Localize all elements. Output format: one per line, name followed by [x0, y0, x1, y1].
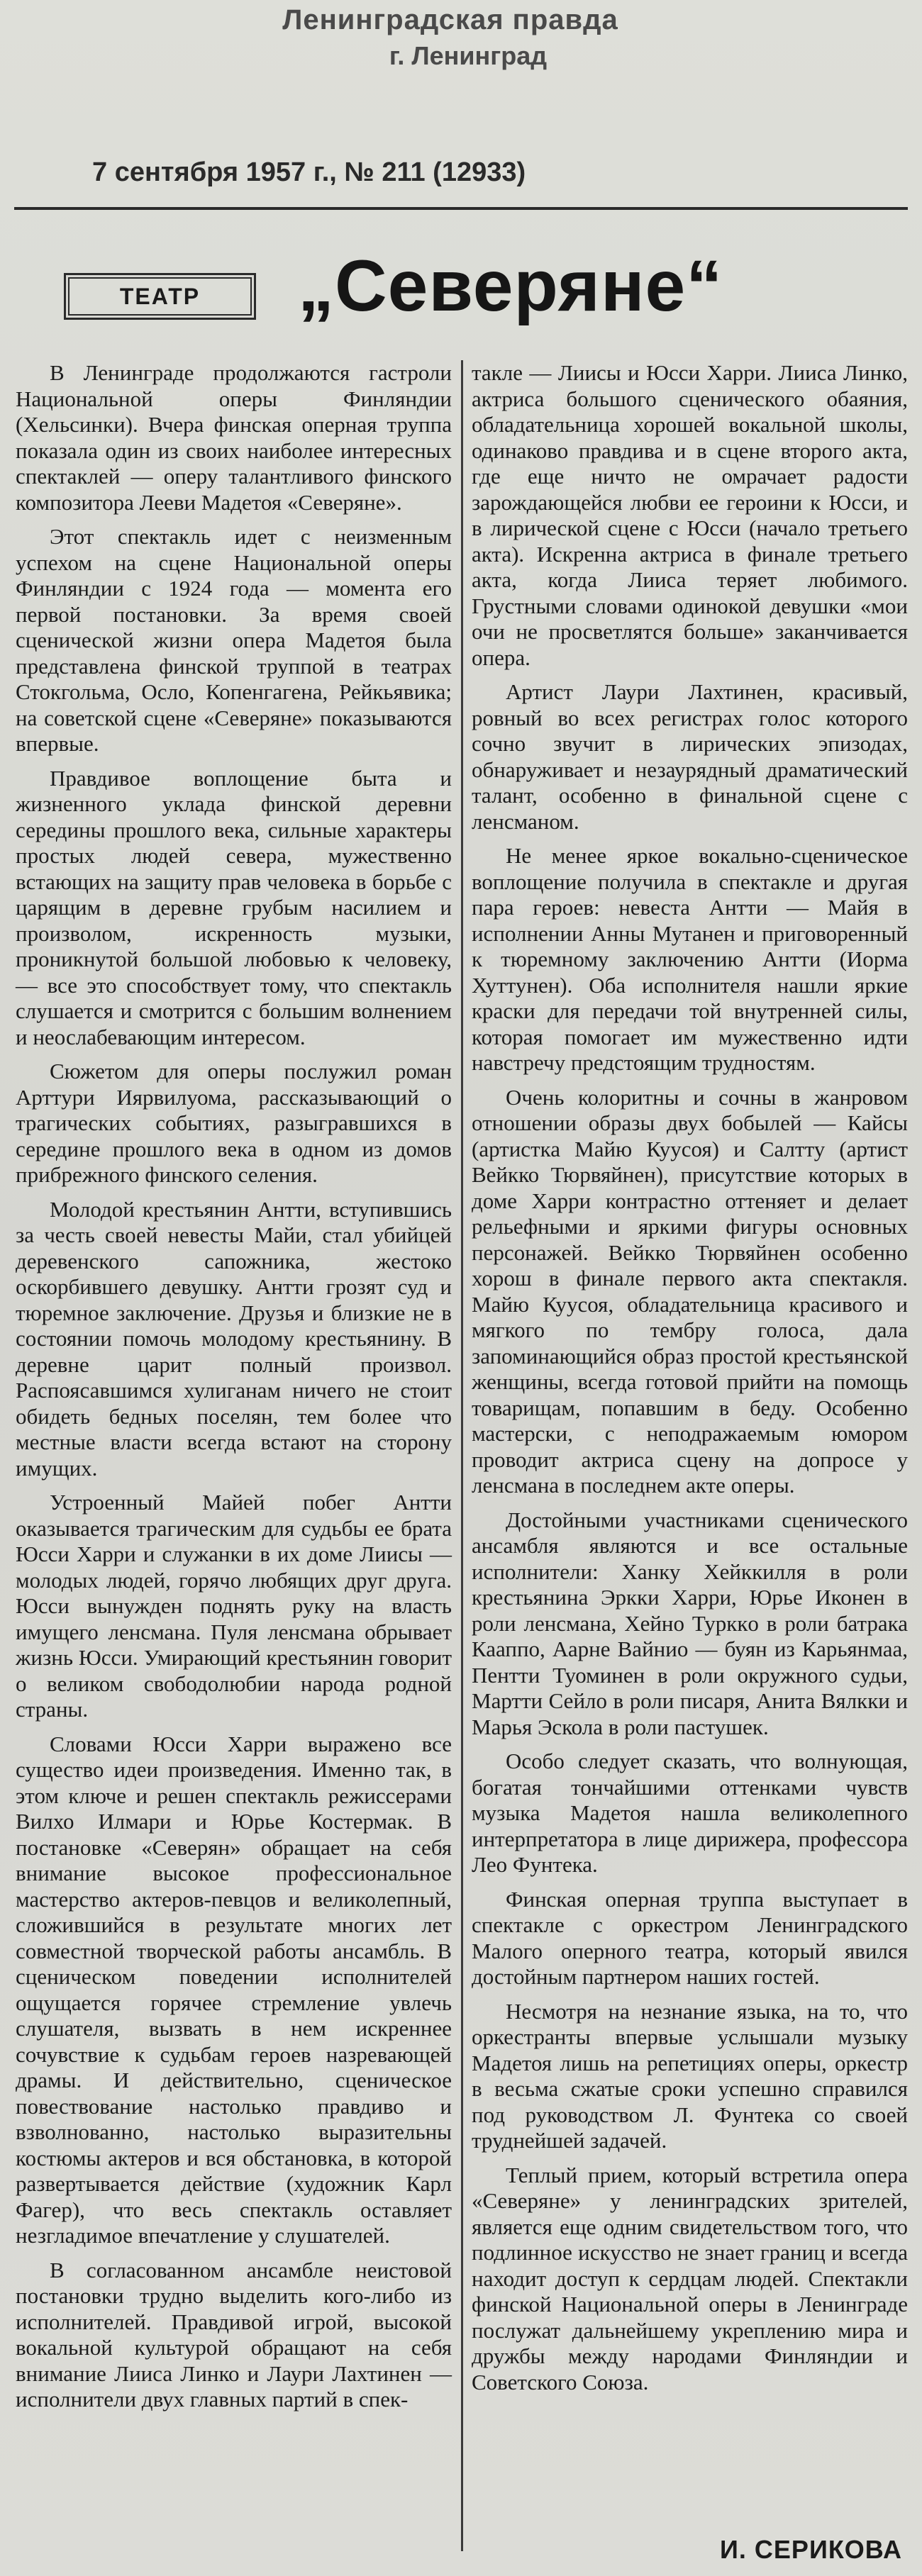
article-column-left	[16, 360, 452, 2533]
newspaper-name-stamp: Ленинградская правда	[282, 4, 618, 35]
paragraph: Очень колоритны и сочны в жанровом отношении образы двух бобылей — Кайсы (артистка Майю Куусоя) и Салтту (артист Вейкко Тюрвяйнен), присутствие которых в доме Харри контрастно оттеняет и делает рельефными и яркими фигуры основных персонажей. Вейкко Тюрвяйнен особенно хорош в финале первого акта спектакля. Майю Куусоя, обладательница красивого и мягкого по тембру голоса, дала запоминающийся образ простой крестьянской женщины, всегда готовой прийти на помощь товарищам, попавшим в беду. Особенно мастерски, с неподражаемым юмором проводит актриса сцену на допросе у ленсмана в последнем акте оперы.	[472, 1084, 908, 1498]
header-rule	[14, 207, 908, 210]
paragraph: Правдивое воплощение быта и жизненного уклада финской деревни середины прошлого века, сильные характеры простых людей севера, мужественно встающих на защиту прав человека в борьбе с царящим в деревне грубым насилием и произволом, искренность музыки, проникнутой большой любовью к человеку, — все это способствует тому, что спектакль слушается и смотрится с большим волнением и неослабевающим интересом.	[16, 765, 452, 1049]
paragraph: Молодой крестьянин Антти, вступившись за честь своей невесты Майи, стал убийцей деревенского сапожника, жестоко оскорбившего девушку. Антти грозят суд и тюремное заключение. Друзья и близкие не в состоянии помочь молодому крестьянину. В деревне царит полный произвол. Распоясавшимся хулиганам ничего не стоит обидеть бедных поселян, тем более что местные власти всегда встают на сторону имущих.	[16, 1196, 452, 1481]
article-column-right	[472, 360, 908, 2477]
paragraph: В согласованном ансамбле неистовой постановки трудно выделить кого-либо из исполнителей. Правдивой игрой, высокой вокальной культурой обращают на себя внимание Лииса Линко и Лаури Лахтинен — исполнители двух главных партий в спек-	[16, 2257, 452, 2411]
paragraph: Финская оперная труппа выступает в спектакле с оркестром Ленинградского Малого оперного театра, который явился достойным партнером наших гостей.	[472, 1886, 908, 1989]
rubric-box: ТЕАТР	[64, 273, 256, 320]
paragraph: Устроенный Майей побег Антти оказывается трагическим для судьбы ее брата Юсси Харри и служанки в их доме Лиисы — молодых людей, горячо любящих друг друга. Юсси вынужден поднять руку на власть имущего ленсмана. Пуля ленсмана обрывает жизнь Юсси. Умирающий крестьянин говорит о великом свободолюбии народа родной страны.	[16, 1490, 452, 1722]
paragraph: Теплый прием, который встретила опера «Северяне» у ленинградских зрителей, является еще одним свидетельством того, что подлинное искусство не знает границ и всегда находит доступ к сердцам людей. Спектакли финской Национальной оперы в Ленинграде послужат дальнейшему укреплению мира и дружбы между народами Финляндии и Советского Союза.	[472, 2162, 908, 2394]
city-stamp: г. Ленинград	[389, 41, 548, 70]
paragraph: Не менее яркое вокально-сценическое воплощение получила в спектакле и другая пара героев: невеста Антти — Майя в исполнении Анны Мутанен и приговоренный к тюремному заключению Антти (Иорма Хуттунен). Оба исполнителя нашли яркие краски для передачи той внутренней силы, которая помогает им мужественно идти навстречу предстоящим трудностям.	[472, 843, 908, 1075]
author-signature: И. СЕРИКОВА	[720, 2535, 902, 2564]
paragraph: такле — Лиисы и Юсси Харри. Лииса Линко, актриса большого сценического обаяния, обладательница хорошей вокальной школы, одинаково правдива и в сцене второго акта, где еще ничто не омрачает радости зарождающейся любви ее героини к Юсси, и в лирической сцене с Юсси (начало третьего акта). Искренна актриса в финале третьего акта, когда Лииса теряет любимого. Грустными словами одинокой девушки «мои очи не просветлятся больше» заканчивается опера.	[472, 360, 908, 670]
paragraph: Несмотря на незнание языка, на то, что оркестранты впервые услышали музыку Мадетоя лишь на репетициях оперы, оркестр в весьма сжатые сроки успешно справился под руководством Л. Фунтека со своей труднейшей задачей.	[472, 1998, 908, 2153]
paragraph: Этот спектакль идет с неизменным успехом на сцене Национальной оперы Финляндии с 1924 года — момента его первой постановки. За время своей сценической жизни опера Мадетоя была представлена финской труппой в театрах Стокгольма, Осло, Копенгагена, Рейкьявика; на советской сцене «Северяне» показываются впервые.	[16, 524, 452, 756]
article-title: „Северяне“	[298, 245, 723, 326]
paragraph: Артист Лаури Лахтинен, красивый, ровный во всех регистрах голос которого сочно звучит в лирических эпизодах, обнаруживает и незаурядный драматический талант, особенно в финальной сцене с ленсманом.	[472, 679, 908, 834]
paragraph: В Ленинграде продолжаются гастроли Национальной оперы Финляндии (Хельсинки). Вчера финская оперная труппа показала один из своих наиболее интересных спектаклей — оперу талантливого финского композитора Лееви Мадетоя «Северяне».	[16, 360, 452, 515]
paragraph: Сюжетом для оперы послужил роман Арттури Иярвилуома, рассказывающий о трагических событиях, разыгравшихся в середине прошлого века в одном из домов прибрежного финского селения.	[16, 1059, 452, 1187]
column-divider	[461, 360, 463, 2551]
issue-date-stamp: 7 сентября 1957 г., № 211 (12933)	[92, 157, 526, 187]
paragraph: Достойными участниками сценического ансамбля являются и все остальные исполнители: Ханку Хейккилля в роли крестьянина Эркки Харри, Юрье Иконен в роли ленсмана, Хейно Турккo в роли батрака Кааппо, Аарне Вайнио — буян из Карьянмаа, Пентти Туоминен в роли окружного судьи, Мартти Сейло в роли писаря, Анита Вялкки и Марья Эскола в роли пастушек.	[472, 1507, 908, 1739]
paragraph: Словами Юсси Харри выражено все существо идеи произведения. Именно так, в этом ключе и решен спектакль режиссерами Вилхо Илмари и Юрье Костермак. В постановке «Северян» обращает на себя внимание высокое профессиональное мастерство актеров-певцов и великолепный, сложившийся в результате многих лет совместной творческой работы ансамбль. В сценическом поведении исполнителей ощущается горячее стремление увлечь слушателя, вызвать в нем искреннее сочувствие к судьбам героев назревающей драмы. И действительно, сценическое повествование настолько правдиво и взволнованно, настолько выразительны костюмы актеров и вся обстановка, в которой развертывается действие (художник Карл Фагер), что весь спектакль оставляет незгладимое впечатление у слушателей.	[16, 1731, 452, 2248]
paragraph: Особо следует сказать, что волнующая, богатая тончайшими оттенками чувств музыка Мадетоя нашла великолепного интерпретатора в лице дирижера, профессора Лео Фунтека.	[472, 1749, 908, 1877]
